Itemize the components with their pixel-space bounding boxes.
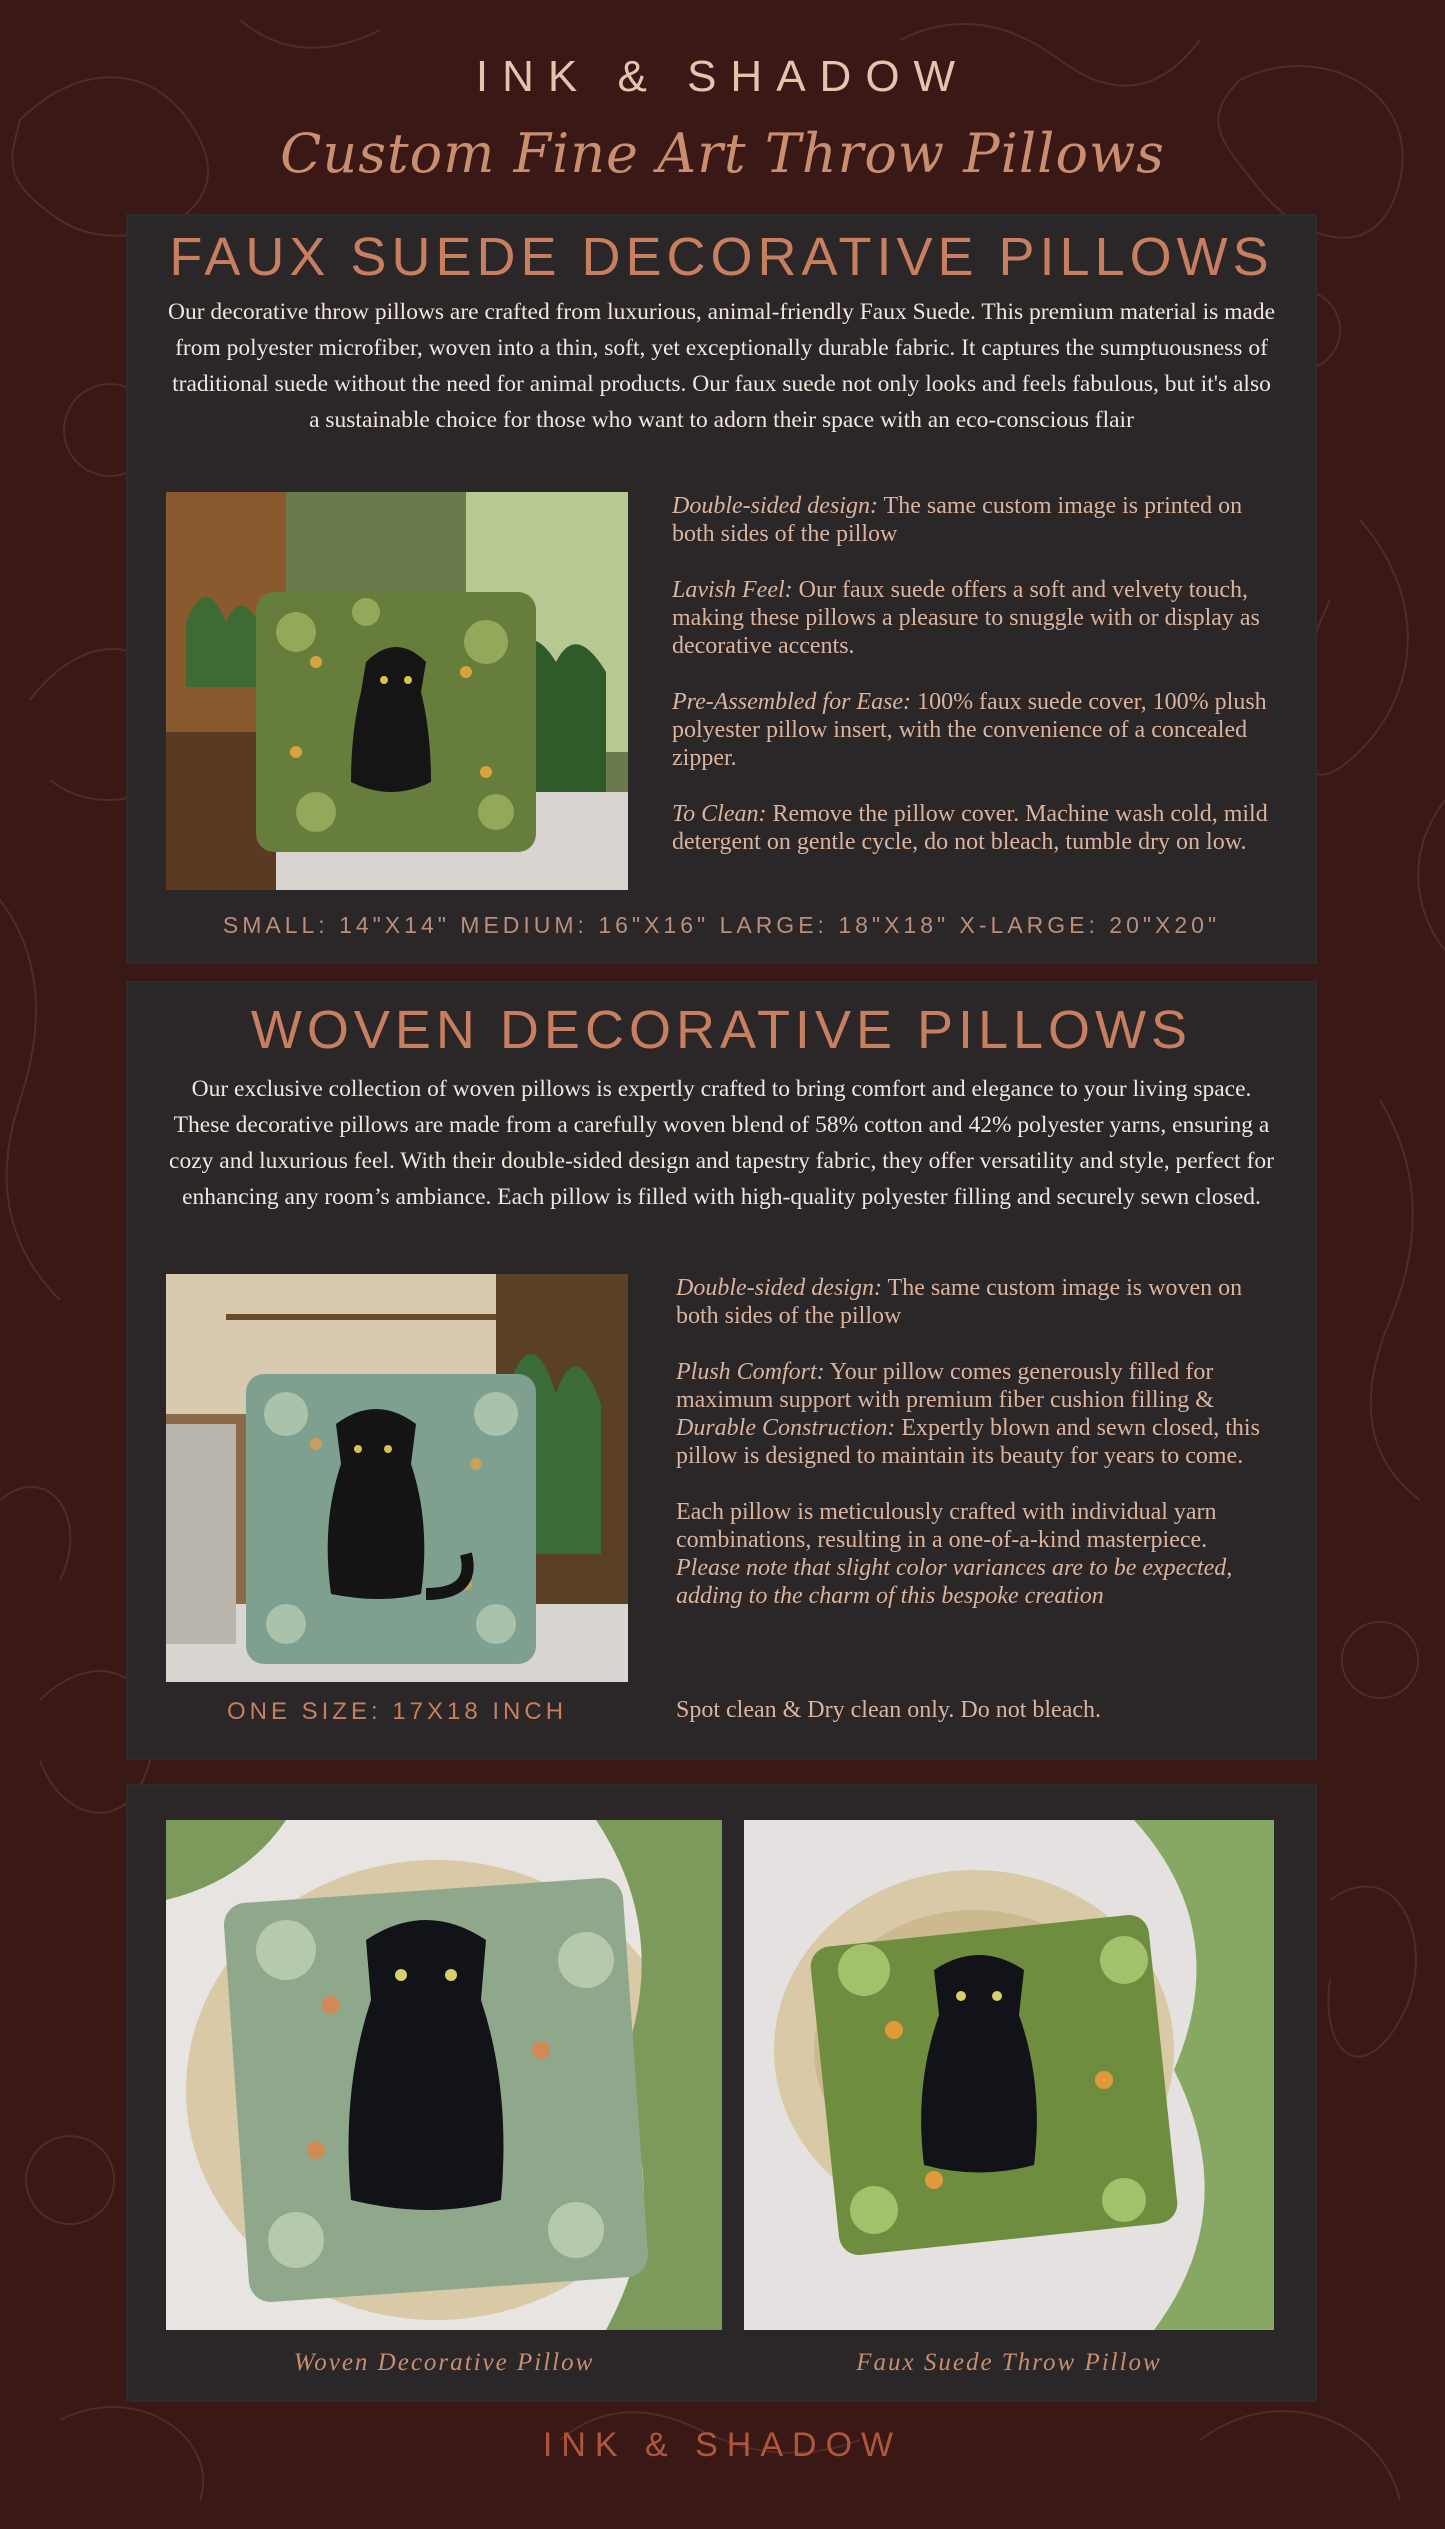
feature-text: Remove the pillow cover. Machine wash cold, mild detergent on gentle cycle, do not bleach, tumble dry on low.	[672, 801, 1268, 855]
brand-wordmark: INK & SHADOW	[475, 52, 970, 101]
feature-pre-assembled	[672, 688, 1272, 772]
faux-suede-feature-list	[672, 492, 1272, 884]
gallery-panel	[128, 1786, 1315, 2400]
feature-label: To Clean:	[672, 801, 767, 827]
gallery-caption-woven: Woven Decorative Pillow	[293, 2349, 595, 2376]
feature-label: Double-sided design:	[672, 493, 878, 519]
feature-label: Lavish Feel:	[672, 577, 793, 603]
feature-text: 100% faux suede cover, 100% plush polyester pillow insert, with the convenience of a concealed zipper.	[672, 689, 1267, 771]
feature-text: The same custom image is woven on both sides of the pillow	[676, 1275, 1243, 1329]
woven-intro: Our exclusive collection of woven pillows is expertly crafted to bring comfort and elegance to your living space. These decorative pillows are made from a carefully woven blend of 58% cotton and 42% polyester yarns, ensuring a cozy and luxurious feel. With their double-sided design and tapestry fabric, they offer versatility and style, perfect for enhancing any room’s ambiance. Each pillow is filled with high-quality polyester filling and securely sewn closed.	[169, 1076, 1274, 1210]
feature-label: Plush Comfort:	[676, 1359, 825, 1385]
faux-suede-title: FAUX SUEDE DECORATIVE PILLOWS	[169, 227, 1274, 287]
feature-lavish-feel	[672, 576, 1272, 660]
feature-to-clean	[672, 800, 1272, 856]
feature-text: Your pillow comes generously filled for maximum support with premium fiber cushion filling &	[676, 1359, 1214, 1413]
gallery-caption-suede: Faux Suede Throw Pillow	[856, 2349, 1162, 2376]
feature-double-sided	[672, 492, 1272, 548]
feature-text-durable: Expertly blown and sewn closed, this pillow is designed to maintain its beauty for years to come.	[676, 1415, 1260, 1469]
feature-text: Each pillow is meticulously crafted with individual yarn combinations, resulting in a one-of-a-kind masterpiece.	[676, 1499, 1217, 1553]
faux-suede-panel	[128, 216, 1315, 962]
feature-label: Pre-Assembled for Ease:	[672, 689, 912, 715]
feature-double-sided	[676, 1274, 1276, 1330]
faux-suede-pillow-gallery-photo	[744, 1820, 1274, 2330]
faux-suede-intro: Our decorative throw pillows are crafted from luxurious, animal-friendly Faux Suede. This premium material is made from polyester microfiber, woven into a thin, soft, yet exceptionally durable fabric. It captures the sumptuousness of traditional suede without the need for animal products. Our faux suede not only looks and feels fabulous, but it's also a sustainable choice for those who want to adorn their space with an eco-conscious flair	[168, 299, 1276, 433]
feature-label: Double-sided design:	[676, 1275, 882, 1301]
feature-text: The same custom image is printed on both sides of the pillow	[672, 493, 1243, 547]
woven-care-instructions: Spot clean & Dry clean only. Do not bleach.	[676, 1697, 1101, 1723]
faux-suede-sizes: SMALL: 14"X14" MEDIUM: 16"X16" LARGE: 18"X18" X-LARGE: 20"X20"	[222, 912, 1221, 938]
woven-panel	[128, 983, 1315, 1758]
footer-brand-wordmark: INK & SHADOW	[542, 2426, 903, 2464]
page-tagline: Custom Fine Art Throw Pillows	[280, 122, 1165, 185]
woven-size: ONE SIZE: 17X18 INCH	[226, 1698, 568, 1725]
woven-feature-list	[676, 1274, 1276, 1638]
faux-suede-pillow-photo	[166, 492, 628, 890]
feature-plush-comfort	[676, 1358, 1276, 1470]
feature-note: Please note that slight color variances are to be expected, adding to the charm of this bespoke creation	[676, 1555, 1233, 1609]
feature-label-durable: Durable Construction:	[676, 1415, 896, 1441]
feature-handcrafted	[676, 1498, 1276, 1610]
feature-text: Our faux suede offers a soft and velvety touch, making these pillows a pleasure to snuggle with or display as decorative accents.	[672, 577, 1260, 659]
woven-pillow-gallery-photo	[166, 1820, 722, 2330]
woven-pillow-photo	[166, 1274, 628, 1682]
woven-title: WOVEN DECORATIVE PILLOWS	[250, 1000, 1193, 1060]
